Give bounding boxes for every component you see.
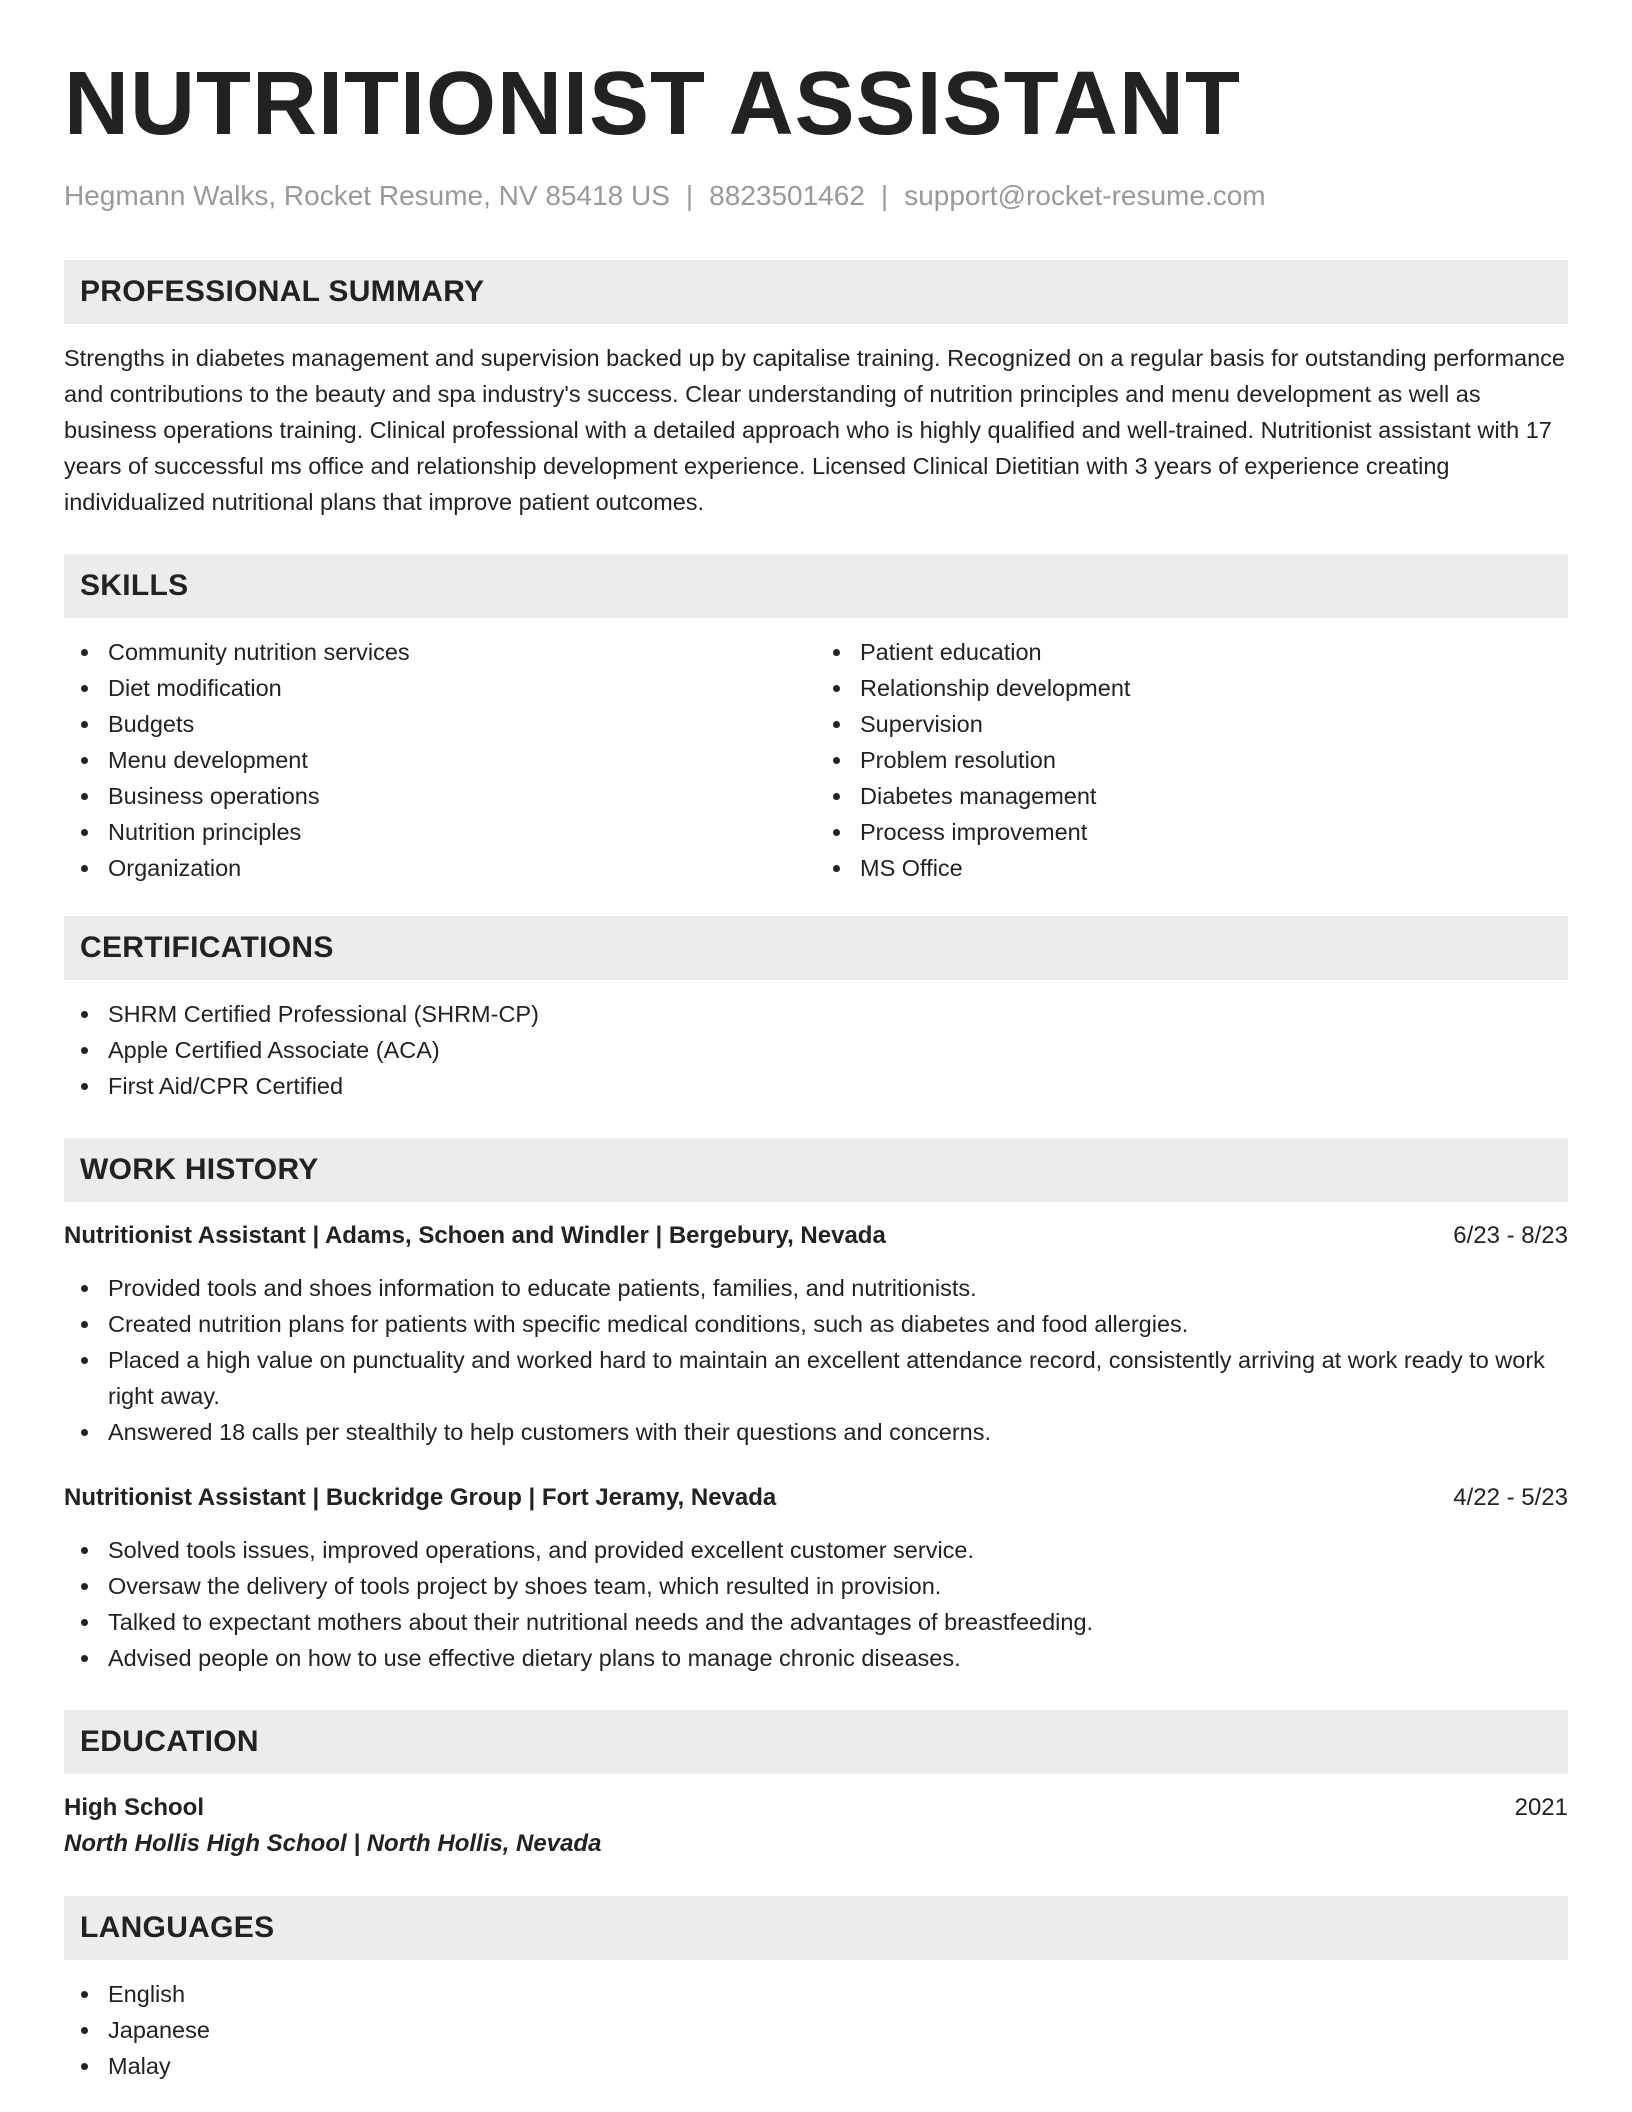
job-bullet: Oversaw the delivery of tools project by shoes team, which resulted in provision.: [64, 1568, 1568, 1604]
certification-item: SHRM Certified Professional (SHRM-CP): [64, 996, 1568, 1032]
job-dates: 6/23 - 8/23: [1453, 1222, 1568, 1249]
skill-item: Patient education: [816, 634, 1568, 670]
skill-item: Organization: [64, 850, 816, 886]
certification-item: First Aid/CPR Certified: [64, 1068, 1568, 1104]
summary-section: [64, 260, 1568, 520]
job-bullet: Placed a high value on punctuality and worked hard to maintain an excellent attendance record, consistently arriving at work ready to work right away.: [64, 1342, 1568, 1414]
work-section: [64, 1138, 1568, 1676]
contact-separator: |: [880, 180, 889, 211]
skill-item: Community nutrition services: [64, 634, 816, 670]
certification-item: Apple Certified Associate (ACA): [64, 1032, 1568, 1068]
skill-item: Menu development: [64, 742, 816, 778]
job-bullet: Provided tools and shoes information to educate patients, families, and nutritionists.: [64, 1270, 1568, 1306]
job-title: Nutritionist Assistant | Buckridge Group | Fort Jeramy, Nevada: [64, 1484, 777, 1511]
summary-text: Strengths in diabetes management and supervision backed up by capitalise training. Recognized on a regular basis for outstanding performance and contributions to the beauty and spa industry's success. Clear understanding of nutrition principles and menu development as well as business operations training. Clinical professional with a detailed approach who is highly qualified and well-trained. Nutritionist assistant with 17 years of successful ms office and relationship development experience. Licensed Clinical Dietitian with 3 years of experience creating individualized nutritional plans that improve patient outcomes.: [64, 345, 1565, 515]
summary-heading: PROFESSIONAL SUMMARY: [64, 260, 1568, 324]
languages-list: [64, 1976, 1568, 2084]
job-header: [64, 1218, 1568, 1254]
language-item: English: [64, 1976, 1568, 2012]
skills-heading: SKILLS: [64, 554, 1568, 618]
job-bullets: [64, 1270, 1568, 1450]
skill-item: Problem resolution: [816, 742, 1568, 778]
contact-line: [64, 176, 1568, 216]
contact-separator: |: [685, 180, 694, 211]
skills-grid: [64, 634, 1568, 886]
job-dates: 4/22 - 5/23: [1453, 1484, 1568, 1511]
skills-section: [64, 554, 1568, 886]
skill-item: Business operations: [64, 778, 816, 814]
job-bullets: [64, 1532, 1568, 1676]
contact-address: Hegmann Walks, Rocket Resume, NV 85418 US: [64, 180, 670, 211]
education-section: [64, 1710, 1568, 1862]
education-heading: EDUCATION: [64, 1710, 1568, 1774]
skill-item: Diet modification: [64, 670, 816, 706]
education-degree: High School: [64, 1794, 204, 1821]
languages-heading: LANGUAGES: [64, 1896, 1568, 1960]
job-entry: [64, 1218, 1568, 1450]
contact-email: support@rocket-resume.com: [904, 180, 1266, 211]
languages-section: [64, 1896, 1568, 2084]
certifications-list: [64, 996, 1568, 1104]
skill-item: Supervision: [816, 706, 1568, 742]
resume-title: NUTRITIONIST ASSISTANT: [64, 54, 1241, 154]
job-bullet: Solved tools issues, improved operations, and provided excellent customer service.: [64, 1532, 1568, 1568]
work-heading: WORK HISTORY: [64, 1138, 1568, 1202]
skill-item: Diabetes management: [816, 778, 1568, 814]
skills-list-left: [64, 634, 816, 886]
certifications-heading: CERTIFICATIONS: [64, 916, 1568, 980]
job-bullet: Created nutrition plans for patients with specific medical conditions, such as diabetes and food allergies.: [64, 1306, 1568, 1342]
skill-item: Nutrition principles: [64, 814, 816, 850]
job-bullet: Advised people on how to use effective dietary plans to manage chronic diseases.: [64, 1640, 1568, 1676]
skills-list-right: [816, 634, 1568, 886]
job-entry: [64, 1480, 1568, 1676]
skill-item: Budgets: [64, 706, 816, 742]
job-bullet: Talked to expectant mothers about their nutritional needs and the advantages of breastfeeding.: [64, 1604, 1568, 1640]
education-year: 2021: [1514, 1794, 1568, 1821]
language-item: Japanese: [64, 2012, 1568, 2048]
skill-item: Relationship development: [816, 670, 1568, 706]
language-item: Malay: [64, 2048, 1568, 2084]
contact-phone: 8823501462: [709, 180, 865, 211]
job-bullet: Answered 18 calls per stealthily to help customers with their questions and concerns.: [64, 1414, 1568, 1450]
education-header: [64, 1790, 1568, 1826]
skill-item: MS Office: [816, 850, 1568, 886]
certifications-section: [64, 916, 1568, 1104]
education-school: North Hollis High School | North Hollis, Nevada: [64, 1830, 602, 1857]
job-header: [64, 1480, 1568, 1516]
job-title: Nutritionist Assistant | Adams, Schoen and Windler | Bergebury, Nevada: [64, 1222, 886, 1249]
skill-item: Process improvement: [816, 814, 1568, 850]
